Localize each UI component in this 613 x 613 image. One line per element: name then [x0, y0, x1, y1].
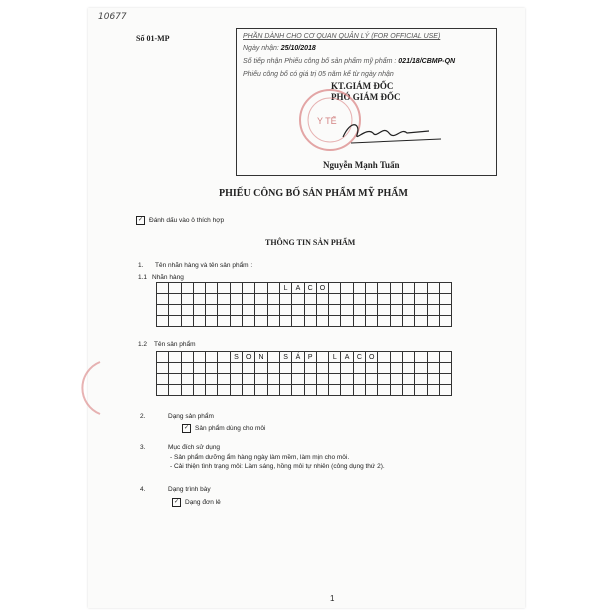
grid-cell: [366, 363, 378, 374]
item-4-label: Dạng trình bày: [168, 486, 211, 493]
grid-cell: [341, 316, 353, 327]
grid-cell: [317, 374, 329, 385]
grid-cell: [231, 283, 243, 294]
grid-cell: [378, 374, 390, 385]
grid-cell: [329, 283, 341, 294]
grid-cell: [428, 283, 440, 294]
grid-cell: [378, 385, 390, 396]
grid-cell: [428, 294, 440, 305]
grid-cell: [231, 363, 243, 374]
grid-cell: [255, 316, 267, 327]
grid-cell: [268, 374, 280, 385]
grid-cell: [305, 363, 317, 374]
grid-cell: [157, 294, 169, 305]
grid-cell: [194, 305, 206, 316]
receipt-label: Số tiếp nhận Phiếu công bố sản phẩm mỹ phẩm :: [243, 58, 397, 65]
grid-cell: [415, 316, 427, 327]
grid-cell: [317, 363, 329, 374]
grid-cell: [292, 305, 304, 316]
grid-cell: [329, 385, 341, 396]
grid-cell: [403, 316, 415, 327]
grid-cell: [391, 294, 403, 305]
grid-cell: [268, 316, 280, 327]
grid-cell: [243, 316, 255, 327]
grid-cell: [182, 385, 194, 396]
grid-cell: [280, 374, 292, 385]
signature: [337, 113, 447, 153]
grid-cell: [292, 294, 304, 305]
grid-cell: [403, 283, 415, 294]
official-header: PHẦN DÀNH CHO CƠ QUAN QUẢN LÝ (FOR OFFICIAL USE): [243, 33, 441, 40]
grid-cell: [268, 283, 280, 294]
grid-cell: [354, 294, 366, 305]
grid-letter-cell: Á: [292, 352, 304, 363]
check-note: Đánh dấu vào ô thích hợp: [149, 217, 225, 225]
grid-cell: [280, 305, 292, 316]
grid-cell: [329, 316, 341, 327]
item-4-num: 4.: [140, 486, 146, 493]
grid-cell: [194, 385, 206, 396]
grid-cell: [391, 283, 403, 294]
grid-cell: [354, 374, 366, 385]
grid-cell: [366, 385, 378, 396]
grid-cell: [243, 294, 255, 305]
grid-cell: [440, 294, 452, 305]
grid-cell: [157, 316, 169, 327]
grid-cell: [206, 363, 218, 374]
item-3-bullet-1: - Sản phẩm dưỡng ẩm hàng ngày làm mềm, làm mịn cho môi.: [170, 454, 350, 461]
grid-cell: [255, 283, 267, 294]
product-name-grid: [156, 351, 452, 396]
grid-cell: [255, 305, 267, 316]
grid-cell: [403, 385, 415, 396]
signer-title-1: KT.GIÁM ĐỐC: [331, 81, 394, 91]
item-4-option: Dạng đơn lẻ: [185, 499, 221, 507]
grid-cell: [415, 385, 427, 396]
grid-letter-cell: A: [292, 283, 304, 294]
grid-cell: [341, 385, 353, 396]
grid-cell: [341, 305, 353, 316]
signer-title-2: PHÓ GIÁM ĐỐC: [331, 92, 401, 102]
grid-cell: [169, 352, 181, 363]
grid-cell: [182, 305, 194, 316]
grid-cell: [182, 294, 194, 305]
grid-cell: [341, 294, 353, 305]
grid-cell: [268, 363, 280, 374]
grid-letter-cell: A: [341, 352, 353, 363]
grid-cell: [206, 316, 218, 327]
grid-cell: [255, 294, 267, 305]
item-1-label: Tên nhãn hàng và tên sản phẩm :: [155, 262, 253, 269]
grid-cell: [280, 316, 292, 327]
grid-letter-cell: L: [329, 352, 341, 363]
grid-cell: [255, 363, 267, 374]
grid-cell: [440, 374, 452, 385]
grid-cell: [292, 363, 304, 374]
grid-cell: [218, 352, 230, 363]
grid-cell: [268, 294, 280, 305]
margin-stamp-fragment: [80, 358, 104, 418]
grid-cell: [329, 294, 341, 305]
grid-cell: [440, 363, 452, 374]
grid-cell: [378, 363, 390, 374]
grid-cell: [280, 294, 292, 305]
grid-cell: [341, 374, 353, 385]
grid-cell: [169, 294, 181, 305]
grid-cell: [292, 385, 304, 396]
grid-cell: [428, 352, 440, 363]
grid-cell: [415, 374, 427, 385]
stamp-text: Y TẾ: [317, 116, 337, 126]
grid-cell: [280, 363, 292, 374]
grid-cell: [268, 305, 280, 316]
item-3-bullet-2: - Cải thiện tình trạng môi: Làm sáng, hồng môi tự nhiên (công dụng thứ 2).: [170, 463, 385, 470]
grid-cell: [218, 385, 230, 396]
grid-cell: [428, 305, 440, 316]
grid-cell: [415, 305, 427, 316]
page-number: 1: [330, 594, 335, 603]
grid-cell: [354, 283, 366, 294]
grid-cell: [280, 385, 292, 396]
grid-cell: [157, 385, 169, 396]
grid-cell: [403, 294, 415, 305]
grid-cell: [194, 352, 206, 363]
grid-cell: [440, 305, 452, 316]
grid-cell: [317, 316, 329, 327]
grid-cell: [218, 283, 230, 294]
grid-cell: [440, 283, 452, 294]
grid-cell: [169, 374, 181, 385]
grid-cell: [366, 294, 378, 305]
grid-cell: [169, 316, 181, 327]
grid-cell: [206, 385, 218, 396]
signer-name: Nguyễn Mạnh Tuấn: [323, 160, 400, 170]
grid-cell: [169, 283, 181, 294]
grid-letter-cell: N: [255, 352, 267, 363]
grid-cell: [378, 283, 390, 294]
grid-cell: [194, 374, 206, 385]
grid-cell: [440, 385, 452, 396]
date-value: 25/10/2018: [280, 45, 316, 52]
item-2-label: Dạng sản phẩm: [168, 413, 214, 420]
grid-cell: [255, 385, 267, 396]
grid-letter-cell: O: [366, 352, 378, 363]
grid-cell: [157, 283, 169, 294]
grid-cell: [378, 305, 390, 316]
brand-name-grid: [156, 282, 452, 327]
grid-cell: [428, 363, 440, 374]
item-2-option: Sản phẩm dùng cho môi: [195, 425, 266, 433]
grid-letter-cell: L: [280, 283, 292, 294]
grid-cell: [218, 374, 230, 385]
grid-cell: [354, 316, 366, 327]
grid-cell: [218, 363, 230, 374]
grid-cell: [305, 316, 317, 327]
grid-cell: [169, 305, 181, 316]
grid-cell: [243, 283, 255, 294]
validity-note: Phiếu công bố có giá trị 05 năm kể từ ngày nhận: [243, 71, 394, 78]
grid-cell: [206, 352, 218, 363]
form-code: Số 01-MP: [136, 34, 170, 43]
item-1-1-label: Nhãn hàng: [152, 274, 184, 281]
item-2-num: 2.: [140, 413, 146, 420]
grid-cell: [329, 363, 341, 374]
grid-cell: [415, 283, 427, 294]
grid-cell: [341, 363, 353, 374]
grid-cell: [194, 363, 206, 374]
grid-cell: [403, 374, 415, 385]
grid-cell: [354, 385, 366, 396]
grid-cell: [428, 374, 440, 385]
item-3-label: Mục đích sử dụng: [168, 444, 221, 451]
grid-cell: [403, 363, 415, 374]
grid-cell: [292, 374, 304, 385]
grid-letter-cell: P: [305, 352, 317, 363]
grid-letter-cell: O: [317, 283, 329, 294]
grid-cell: [354, 363, 366, 374]
grid-cell: [366, 305, 378, 316]
receipt-value: 021/18/CBMP-QN: [398, 58, 456, 65]
grid-cell: [391, 363, 403, 374]
grid-cell: [305, 385, 317, 396]
grid-cell: [157, 305, 169, 316]
grid-cell: [243, 363, 255, 374]
grid-cell: [415, 363, 427, 374]
grid-cell: [317, 385, 329, 396]
grid-cell: [428, 316, 440, 327]
checked-box-icon: ✓: [173, 499, 180, 505]
grid-cell: [403, 305, 415, 316]
date-label: Ngày nhận:: [243, 45, 279, 52]
checked-box-icon: ✓: [137, 217, 144, 223]
grid-cell: [366, 283, 378, 294]
grid-cell: [391, 385, 403, 396]
grid-cell: [391, 374, 403, 385]
grid-cell: [415, 294, 427, 305]
checked-box-icon: ✓: [183, 425, 190, 431]
grid-cell: [194, 283, 206, 294]
grid-cell: [206, 283, 218, 294]
grid-cell: [231, 374, 243, 385]
grid-cell: [415, 352, 427, 363]
grid-cell: [403, 352, 415, 363]
grid-cell: [329, 374, 341, 385]
grid-letter-cell: [268, 352, 280, 363]
grid-cell: [218, 305, 230, 316]
document-title: PHIẾU CÔNG BỐ SẢN PHẨM MỸ PHẨM: [219, 188, 408, 199]
grid-cell: [206, 305, 218, 316]
grid-cell: [378, 352, 390, 363]
grid-cell: [391, 316, 403, 327]
grid-cell: [231, 294, 243, 305]
grid-cell: [354, 305, 366, 316]
grid-cell: [231, 385, 243, 396]
item-1-1-num: 1.1: [138, 274, 148, 281]
grid-cell: [378, 294, 390, 305]
grid-cell: [268, 385, 280, 396]
grid-cell: [341, 283, 353, 294]
grid-cell: [182, 316, 194, 327]
grid-letter-cell: [317, 352, 329, 363]
grid-cell: [194, 316, 206, 327]
grid-cell: [366, 316, 378, 327]
grid-cell: [255, 374, 267, 385]
grid-cell: [206, 294, 218, 305]
official-use-box: [236, 28, 497, 176]
grid-cell: [440, 316, 452, 327]
grid-cell: [317, 305, 329, 316]
grid-cell: [182, 283, 194, 294]
grid-letter-cell: O: [243, 352, 255, 363]
grid-cell: [157, 374, 169, 385]
grid-cell: [391, 305, 403, 316]
grid-cell: [218, 316, 230, 327]
grid-cell: [157, 363, 169, 374]
grid-cell: [305, 374, 317, 385]
grid-cell: [243, 385, 255, 396]
grid-cell: [243, 305, 255, 316]
grid-cell: [440, 352, 452, 363]
grid-cell: [317, 294, 329, 305]
grid-cell: [305, 305, 317, 316]
grid-cell: [428, 385, 440, 396]
grid-cell: [157, 352, 169, 363]
grid-letter-cell: C: [354, 352, 366, 363]
grid-cell: [182, 352, 194, 363]
section-title: THÔNG TIN SẢN PHẨM: [265, 238, 356, 247]
grid-cell: [231, 305, 243, 316]
grid-letter-cell: S: [280, 352, 292, 363]
grid-cell: [182, 374, 194, 385]
grid-cell: [366, 374, 378, 385]
grid-cell: [305, 294, 317, 305]
grid-cell: [391, 352, 403, 363]
grid-cell: [169, 363, 181, 374]
grid-cell: [169, 385, 181, 396]
grid-cell: [231, 316, 243, 327]
grid-letter-cell: S: [231, 352, 243, 363]
grid-cell: [194, 294, 206, 305]
item-3-num: 3.: [140, 444, 146, 451]
grid-letter-cell: C: [305, 283, 317, 294]
document-page: [88, 8, 525, 608]
item-1-2-num: 1.2: [138, 341, 148, 348]
grid-cell: [218, 294, 230, 305]
grid-cell: [182, 363, 194, 374]
item-1-num: 1.: [138, 262, 144, 269]
grid-cell: [243, 374, 255, 385]
handwritten-reference: 10677: [98, 12, 127, 22]
item-1-2-label: Tên sản phẩm: [154, 341, 196, 348]
grid-cell: [329, 305, 341, 316]
grid-cell: [292, 316, 304, 327]
grid-cell: [378, 316, 390, 327]
grid-cell: [206, 374, 218, 385]
